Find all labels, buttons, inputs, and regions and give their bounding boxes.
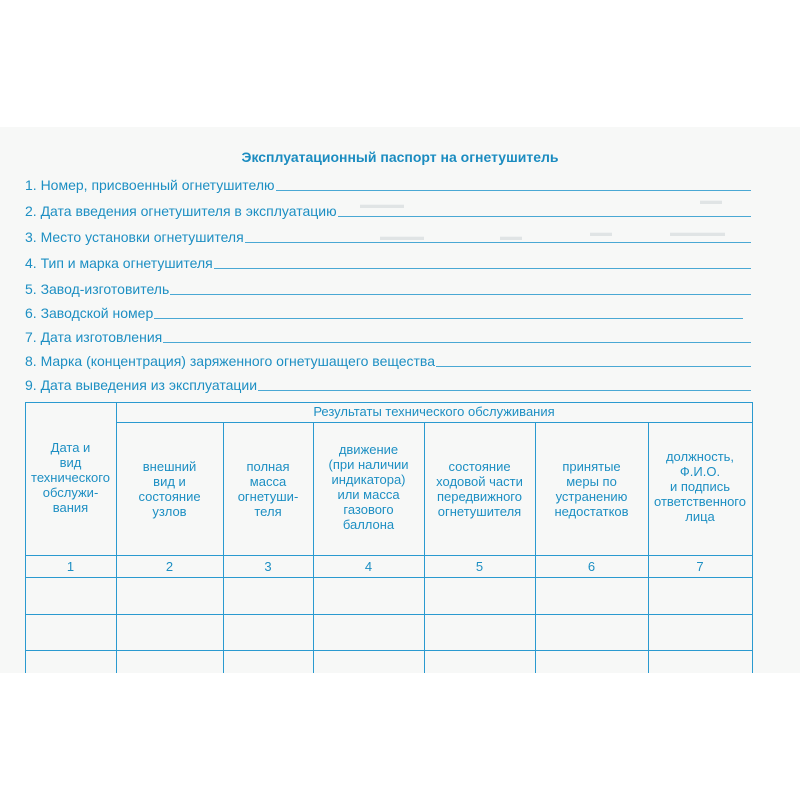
field-label: 2. Дата введения огнетушителя в эксплуатацию	[25, 203, 337, 219]
show-through-artifact: ▬▬	[590, 227, 612, 239]
table-row-divider	[25, 614, 753, 615]
field-label: 9. Дата выведения из эксплуатации	[25, 377, 258, 393]
table-group-divider	[116, 422, 753, 423]
header-text: состояние ходовой части передвижного огнетушителя	[436, 459, 523, 519]
col-number: 5	[475, 559, 484, 574]
fill-line[interactable]	[338, 215, 751, 217]
show-through-artifact: ▬▬	[500, 231, 522, 243]
col-header-date	[25, 440, 116, 515]
table-header-bottom	[25, 555, 753, 556]
fill-line[interactable]	[436, 365, 751, 367]
table-col-divider	[116, 402, 117, 673]
field-label: 8. Марка (концентрация) заряженного огнетушащего вещества	[25, 353, 435, 369]
col-header-indicator	[313, 442, 424, 532]
header-text: Дата и вид технического обслужи- вания	[31, 440, 110, 515]
col-number: 6	[587, 559, 596, 574]
field-manufacture-date	[25, 327, 751, 347]
show-through-artifact: ▬▬▬▬	[360, 199, 404, 211]
fill-line[interactable]	[170, 293, 751, 295]
field-agent-brand	[25, 351, 751, 371]
table-row-divider	[25, 650, 753, 651]
passport-page	[0, 127, 800, 673]
col-header-measures	[535, 459, 648, 519]
show-through-artifact: ▬▬▬▬	[380, 231, 424, 243]
field-manufacturer	[25, 279, 751, 299]
field-decommissioning-date	[25, 375, 751, 395]
field-label: 7. Дата изготовления	[25, 329, 163, 345]
fill-line[interactable]	[163, 341, 751, 343]
col-number: 2	[165, 559, 174, 574]
show-through-artifact: ▬▬	[700, 195, 722, 207]
header-text: полная масса огнетуши- теля	[237, 459, 299, 519]
field-extinguisher-number	[25, 175, 751, 195]
field-commissioning-date	[25, 201, 751, 221]
header-text: внешний вид и состояние узлов	[138, 459, 201, 519]
col-number: 3	[264, 559, 272, 574]
document-title: Эксплуатационный паспорт на огнетушитель	[241, 149, 559, 165]
table-number-row-bottom	[25, 577, 753, 578]
col-number: 7	[696, 559, 704, 574]
col-header-responsible	[648, 449, 752, 524]
fill-line[interactable]	[154, 317, 743, 319]
header-text: принятые меры по устранению недостатков	[554, 459, 629, 519]
show-through-artifact: ▬▬▬▬▬	[670, 227, 725, 239]
table-group-header: Результаты технического обслуживания	[313, 404, 555, 419]
col-header-mass	[223, 459, 313, 519]
col-number: 4	[364, 559, 373, 574]
fill-line[interactable]	[214, 267, 751, 269]
maintenance-table	[25, 402, 753, 673]
header-text: движение (при наличии индикатора) или масса газового баллона	[328, 442, 409, 532]
field-installation-place	[25, 227, 751, 247]
field-type-and-brand	[25, 253, 751, 273]
col-header-chassis	[424, 459, 535, 519]
field-label: 5. Завод-изготовитель	[25, 281, 170, 297]
field-label: 3. Место установки огнетушителя	[25, 229, 244, 245]
field-label: 1. Номер, присвоенный огнетушителю	[25, 177, 275, 193]
field-serial-number	[25, 303, 743, 323]
field-label: 4. Тип и марка огнетушителя	[25, 255, 213, 271]
fill-line[interactable]	[258, 389, 751, 391]
col-number: 1	[66, 559, 75, 574]
fill-line[interactable]	[245, 241, 751, 243]
field-label: 6. Заводской номер	[25, 305, 154, 321]
table-border-right	[752, 402, 753, 673]
col-header-appearance	[116, 459, 223, 519]
fill-line[interactable]	[276, 189, 751, 191]
header-text: должность, Ф.И.О. и подпись ответственного лица	[654, 449, 746, 524]
table-border-top	[25, 402, 753, 403]
